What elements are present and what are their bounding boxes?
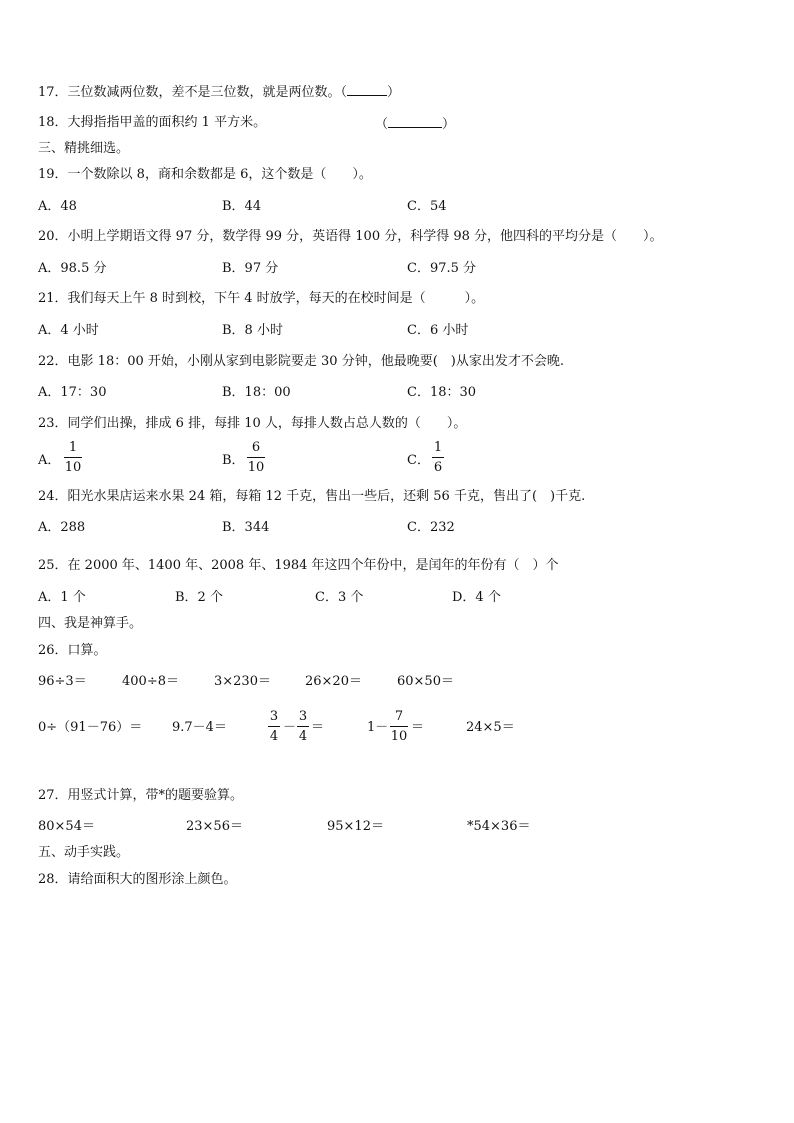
question-17-text: 17．三位数减两位数，差不是三位数，就是两位数。（ bbox=[38, 85, 348, 100]
question-23-option-b-fraction[interactable] bbox=[247, 440, 265, 475]
minus-operator: － bbox=[283, 720, 297, 735]
question-23-option-c-label[interactable]: C． bbox=[407, 453, 430, 468]
question-22-option-b[interactable]: B．18：00 bbox=[222, 385, 291, 400]
fraction-numerator: 6 bbox=[251, 440, 261, 455]
question-23-option-a-fraction[interactable] bbox=[64, 440, 82, 475]
fraction-denominator: 4 bbox=[298, 729, 308, 744]
question-25-option-d[interactable]: D．4 个 bbox=[452, 590, 501, 605]
fraction-denominator: 10 bbox=[390, 729, 408, 744]
oral-calc-item[interactable]: 24×5＝ bbox=[466, 720, 515, 735]
section-3-heading: 三、精挑细选。 bbox=[38, 141, 130, 156]
fraction-denominator: 6 bbox=[433, 460, 443, 475]
question-23-option-a-label[interactable]: A． bbox=[38, 453, 61, 468]
question-18-answer bbox=[375, 115, 455, 133]
answer-blank-18[interactable] bbox=[388, 115, 442, 128]
oral-calc-item[interactable]: 60×50＝ bbox=[397, 674, 454, 689]
question-22-option-c[interactable]: C．18：30 bbox=[407, 385, 477, 400]
question-24-option-c[interactable]: C．232 bbox=[407, 520, 455, 535]
fraction-numerator: 1 bbox=[433, 440, 443, 455]
question-19-text: 19．一个数除以 8，商和余数都是 6，这个数是（ ）。 bbox=[38, 167, 372, 182]
question-24-option-b[interactable]: B．344 bbox=[222, 520, 270, 535]
section-5-heading: 五、动手实践。 bbox=[38, 845, 130, 860]
oral-calc-item[interactable]: 9.7－4＝ bbox=[172, 720, 227, 735]
fraction-bar bbox=[390, 726, 408, 727]
question-23-option-b-label[interactable]: B． bbox=[222, 453, 245, 468]
section-4-heading: 四、我是神算手。 bbox=[38, 616, 143, 631]
question-24-option-a[interactable]: A．288 bbox=[38, 520, 86, 535]
question-21-text: 21．我们每天上午 8 时到校，下午 4 时放学，每天的在校时间是（ ）。 bbox=[38, 291, 485, 306]
fraction-numerator: 7 bbox=[394, 709, 404, 724]
oral-calc-fraction-3 bbox=[390, 709, 408, 744]
oral-calc-item[interactable]: 400÷8＝ bbox=[122, 674, 179, 689]
question-19-option-b[interactable]: B．44 bbox=[222, 199, 262, 214]
oral-calc-fraction-2 bbox=[297, 709, 309, 744]
oral-calc-item[interactable]: 3×230＝ bbox=[214, 674, 271, 689]
question-19-option-a[interactable]: A．48 bbox=[38, 199, 77, 214]
vertical-calc-item[interactable]: 95×12＝ bbox=[327, 819, 384, 834]
question-25-option-c[interactable]: C．3 个 bbox=[315, 590, 364, 605]
fraction-bar bbox=[247, 457, 265, 458]
question-18-text: 18．大拇指指甲盖的面积约 1 平方米。 bbox=[38, 115, 267, 130]
question-18 bbox=[38, 115, 266, 131]
question-21-option-b[interactable]: B．8 小时 bbox=[222, 323, 283, 338]
vertical-calc-item[interactable]: 80×54＝ bbox=[38, 819, 95, 834]
question-25-option-a[interactable]: A．1 个 bbox=[38, 590, 86, 605]
fraction-numerator: 3 bbox=[269, 709, 279, 724]
question-25-option-b[interactable]: B．2 个 bbox=[175, 590, 223, 605]
question-23-option-c-fraction[interactable] bbox=[432, 440, 444, 475]
equals-sign[interactable]: ＝ bbox=[411, 720, 425, 735]
question-20-option-a[interactable]: A．98.5 分 bbox=[38, 261, 107, 276]
fraction-bar bbox=[64, 457, 82, 458]
fraction-denominator: 10 bbox=[247, 460, 265, 475]
question-18-open: （ bbox=[375, 117, 389, 132]
oral-calc-item[interactable]: 96÷3＝ bbox=[38, 674, 87, 689]
fraction-denominator: 10 bbox=[64, 460, 82, 475]
fraction-bar bbox=[297, 726, 309, 727]
oral-calc-item[interactable]: 26×20＝ bbox=[305, 674, 362, 689]
fraction-bar bbox=[268, 726, 280, 727]
question-23-text: 23．同学们出操，排成 6 排，每排 10 人，每排人数占总人数的（ ）。 bbox=[38, 416, 467, 431]
question-22-text: 22．电影 18：00 开始，小刚从家到电影院要走 30 分钟，他最晚要( )从家出发才不会晚. bbox=[38, 354, 564, 369]
vertical-calc-item[interactable]: *54×36＝ bbox=[467, 819, 531, 834]
equals-sign[interactable]: ＝ bbox=[311, 720, 325, 735]
question-18-close: ） bbox=[442, 117, 456, 132]
question-17-close: ） bbox=[387, 85, 401, 100]
oral-calc-prefix: 1－ bbox=[367, 720, 389, 735]
oral-calc-item[interactable]: 0÷（91－76）＝ bbox=[38, 720, 143, 735]
fraction-bar bbox=[432, 457, 444, 458]
question-19-option-c[interactable]: C．54 bbox=[407, 199, 447, 214]
question-20-text: 20．小明上学期语文得 97 分，数学得 99 分，英语得 100 分，科学得 98 分，他四科的平均分是（ ）。 bbox=[38, 229, 663, 244]
question-20-option-c[interactable]: C．97.5 分 bbox=[407, 261, 477, 276]
question-17 bbox=[38, 83, 400, 101]
question-20-option-b[interactable]: B．97 分 bbox=[222, 261, 279, 276]
fraction-denominator: 4 bbox=[269, 729, 279, 744]
question-28-text: 28．请给面积大的图形涂上颜色。 bbox=[38, 872, 237, 887]
question-26-text: 26．口算。 bbox=[38, 643, 107, 658]
fraction-numerator: 1 bbox=[68, 440, 78, 455]
answer-blank-17[interactable] bbox=[347, 83, 387, 96]
question-21-option-a[interactable]: A．4 小时 bbox=[38, 323, 99, 338]
fraction-numerator: 3 bbox=[298, 709, 308, 724]
vertical-calc-item[interactable]: 23×56＝ bbox=[186, 819, 243, 834]
question-22-option-a[interactable]: A．17：30 bbox=[38, 385, 107, 400]
oral-calc-fraction-1 bbox=[268, 709, 280, 744]
question-24-text: 24．阳光水果店运来水果 24 箱，每箱 12 千克，售出一些后，还剩 56 千克，售出了( )千克. bbox=[38, 489, 586, 504]
question-27-text: 27．用竖式计算，带*的题要验算。 bbox=[38, 788, 244, 803]
question-25-text: 25．在 2000 年、1400 年、2008 年、1984 年这四个年份中，是闰年的年份有（ ）个 bbox=[38, 558, 559, 573]
question-21-option-c[interactable]: C．6 小时 bbox=[407, 323, 469, 338]
